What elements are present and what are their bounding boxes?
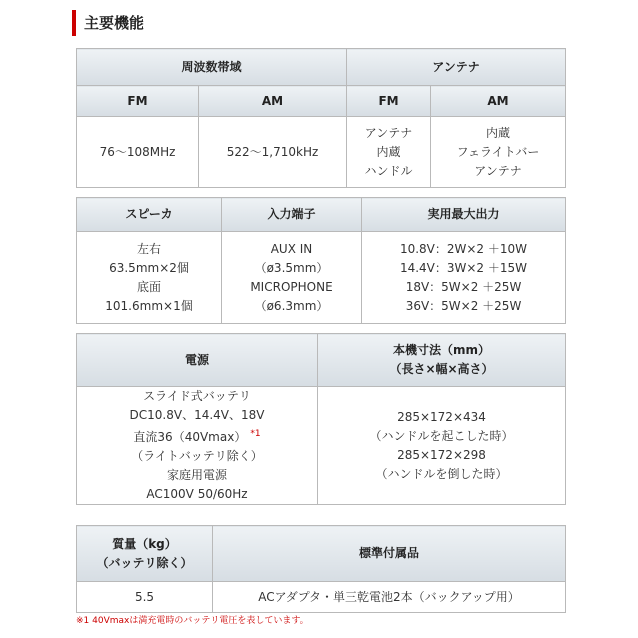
dimensions-line: 285×172×434 xyxy=(397,409,486,424)
fm-antenna-line: アンテナ xyxy=(364,125,413,140)
input-terminal-header: 入力端子 xyxy=(222,198,362,232)
input-terminal-value xyxy=(222,232,362,324)
accessories-value: ACアダプタ・単三乾電池2本（バックアップ用） xyxy=(213,582,566,613)
power-line-text: 直流36（40Vmax） xyxy=(133,430,247,444)
dimensions-header-line: （長さ×幅×高さ） xyxy=(389,362,494,376)
dimensions-value xyxy=(318,387,566,505)
power-line: DC10.8V、14.4V、18V xyxy=(129,408,265,422)
am-antenna-value xyxy=(431,117,566,188)
am-antenna-line: 内蔵 xyxy=(486,125,511,140)
dimensions-header-line: 本機寸法（mm） xyxy=(392,343,490,357)
speaker-line: 63.5mm×2個 xyxy=(109,260,189,275)
input-line: （ø3.5mm） xyxy=(254,260,329,275)
antenna-am-header: AM xyxy=(431,86,566,117)
frequency-band-header: 周波数帯域 xyxy=(77,49,347,86)
footnote-mark: *1 xyxy=(250,429,261,439)
fm-antenna-value xyxy=(347,117,431,188)
output-line: 18V：5W×2 ＋25W xyxy=(405,279,522,294)
max-output-header: 実用最大出力 xyxy=(362,198,566,232)
input-line: MICROPHONE xyxy=(250,279,333,294)
am-header: AM xyxy=(199,86,347,117)
frequency-antenna-table xyxy=(76,48,566,188)
speaker-header: スピーカ xyxy=(77,198,222,232)
dimensions-line: （ハンドルを倒した時） xyxy=(375,466,508,481)
power-line xyxy=(77,425,317,447)
fm-frequency-value: 76～108MHz xyxy=(77,117,199,188)
am-frequency-value: 522～1,710kHz xyxy=(199,117,347,188)
antenna-header: アンテナ xyxy=(347,49,566,86)
weight-header xyxy=(77,526,213,582)
fm-antenna-line: ハンドル xyxy=(364,163,413,178)
power-value xyxy=(77,387,318,505)
weight-value: 5.5 xyxy=(77,582,213,613)
power-line: スライド式バッテリ xyxy=(143,389,251,403)
power-header: 電源 xyxy=(77,334,318,387)
weight-header-line: （バッテリ除く） xyxy=(96,555,193,570)
speaker-input-output-table xyxy=(76,197,566,324)
fm-antenna-line: 内蔵 xyxy=(376,144,401,159)
output-line: 14.4V：3W×2 ＋15W xyxy=(399,260,528,275)
speaker-value xyxy=(77,232,222,324)
max-output-value xyxy=(362,232,566,324)
footnote: ※1 40Vmaxは満充電時のバッテリ電圧を表しています。 xyxy=(76,616,309,626)
speaker-line: 101.6mm×1個 xyxy=(105,298,193,313)
am-antenna-line: フェライトバー xyxy=(456,144,540,159)
output-line: 36V：5W×2 ＋25W xyxy=(405,298,522,313)
input-line: AUX IN xyxy=(270,241,313,256)
dimensions-header xyxy=(318,334,566,387)
dimensions-line: （ハンドルを起こした時） xyxy=(369,428,514,443)
am-antenna-line: アンテナ xyxy=(474,163,522,178)
speaker-line: 左右 xyxy=(136,241,161,256)
output-line: 10.8V：2W×2 ＋10W xyxy=(399,241,528,256)
power-dimensions-table xyxy=(76,333,566,505)
dimensions-line: 285×172×298 xyxy=(397,447,486,462)
power-line: （ライトバッテリ除く） xyxy=(131,449,263,463)
power-line: 家庭用電源 xyxy=(166,468,227,482)
speaker-line: 底面 xyxy=(136,279,161,294)
power-line: AC100V 50/60Hz xyxy=(146,487,248,501)
input-line: （ø6.3mm） xyxy=(254,298,329,313)
weight-header-line: 質量（kg） xyxy=(112,536,177,551)
section-title: 主要機能 xyxy=(72,10,144,36)
weight-accessories-table xyxy=(76,525,566,613)
antenna-fm-header: FM xyxy=(347,86,431,117)
fm-header: FM xyxy=(77,86,199,117)
accessories-header: 標準付属品 xyxy=(213,526,566,582)
